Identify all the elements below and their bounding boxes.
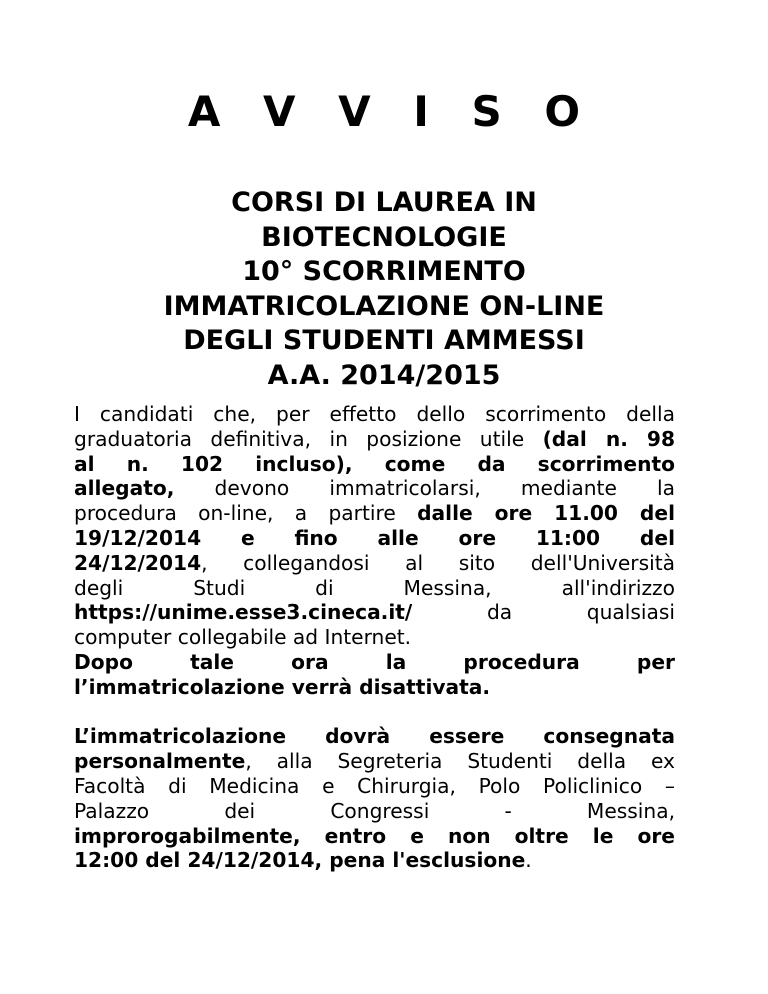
- text-run-bold: al n. 102 incluso), come da scorrimento: [74, 451, 675, 476]
- text-run: computer collegabile ad Internet.: [74, 625, 412, 650]
- body-line: [74, 824, 675, 849]
- body-line: [74, 625, 675, 650]
- headline-line: CORSI DI LAUREA IN: [231, 187, 537, 218]
- headline-line: BIOTECNOLOGIE: [261, 221, 507, 253]
- text-run: devono immatricolarsi, mediante la: [174, 476, 675, 501]
- body-line: [74, 476, 675, 501]
- text-run-bold: personalmente: [74, 749, 246, 774]
- text-run-bold: 12:00 del 24/12/2014, pena l'esclusione: [74, 848, 526, 873]
- text-run: , collegandosi al sito dell'Università: [201, 550, 675, 575]
- text-run-bold: Dopo tale ora la procedura per: [74, 649, 675, 674]
- body-line: [74, 551, 675, 576]
- text-run: procedura on-line, a partire: [74, 501, 418, 526]
- text-run: Palazzo dei Congressi - Messina,: [74, 798, 675, 823]
- paragraph-delivery: [74, 724, 675, 873]
- text-run: graduatoria definitiva, in posizione utile: [74, 426, 543, 451]
- headline-line: DEGLI STUDENTI AMMESSI: [183, 325, 585, 356]
- headline-line: IMMATRICOLAZIONE ON-LINE: [163, 290, 605, 322]
- text-run-bold: dalle ore 11.00 del: [417, 501, 675, 526]
- text-run-bold: 24/12/2014: [74, 550, 202, 575]
- text-run: I candidati che, per effetto dello scorrimento della: [74, 402, 675, 426]
- body-line: [74, 576, 675, 601]
- body-line: [74, 501, 675, 526]
- notice-headline: [60, 186, 708, 393]
- body-line: [74, 427, 675, 452]
- text-run-bold: allegato,: [74, 476, 175, 501]
- text-run-bold: improrogabilmente, entro e non oltre le ore: [74, 823, 675, 848]
- body-line: [74, 848, 675, 873]
- notice-body: [74, 402, 675, 873]
- body-line: [74, 724, 675, 749]
- body-line: [74, 749, 675, 774]
- text-run-bold: l’immatricolazione verrà disattivata.: [74, 674, 491, 699]
- text-run: , alla Segreteria Studenti della ex: [245, 749, 675, 774]
- text-run: degli Studi di Messina, all'indirizzo: [74, 575, 675, 600]
- text-run: Facoltà di Medicina e Chirurgia, Polo Policlinico –: [74, 773, 675, 798]
- text-run-bold: L’immatricolazione dovrà essere consegnata: [74, 724, 675, 749]
- paragraph-enrollment-instructions: [74, 402, 675, 650]
- headline-line: 10° SCORRIMENTO: [242, 256, 526, 287]
- body-line: [74, 774, 675, 799]
- body-line: [74, 402, 675, 427]
- paragraph-deactivation: [74, 650, 675, 700]
- body-line: [74, 526, 675, 551]
- text-run-bold: (dal n. 98: [542, 426, 675, 451]
- body-line: [74, 650, 675, 675]
- headline-line: A.A. 2014/2015: [267, 359, 501, 391]
- text-run-bold: 19/12/2014 e fino alle ore 11:00 del: [74, 525, 675, 550]
- body-line: [74, 600, 675, 625]
- body-line: [74, 452, 675, 477]
- paragraph-spacer: [74, 700, 675, 725]
- body-line: [74, 675, 675, 700]
- text-run: da qualsiasi: [412, 600, 675, 625]
- text-run: .: [525, 848, 532, 873]
- website-url-text: https://unime.esse3.cineca.it/: [74, 600, 413, 625]
- page-title: A V V I S O: [187, 87, 595, 136]
- body-line: [74, 799, 675, 824]
